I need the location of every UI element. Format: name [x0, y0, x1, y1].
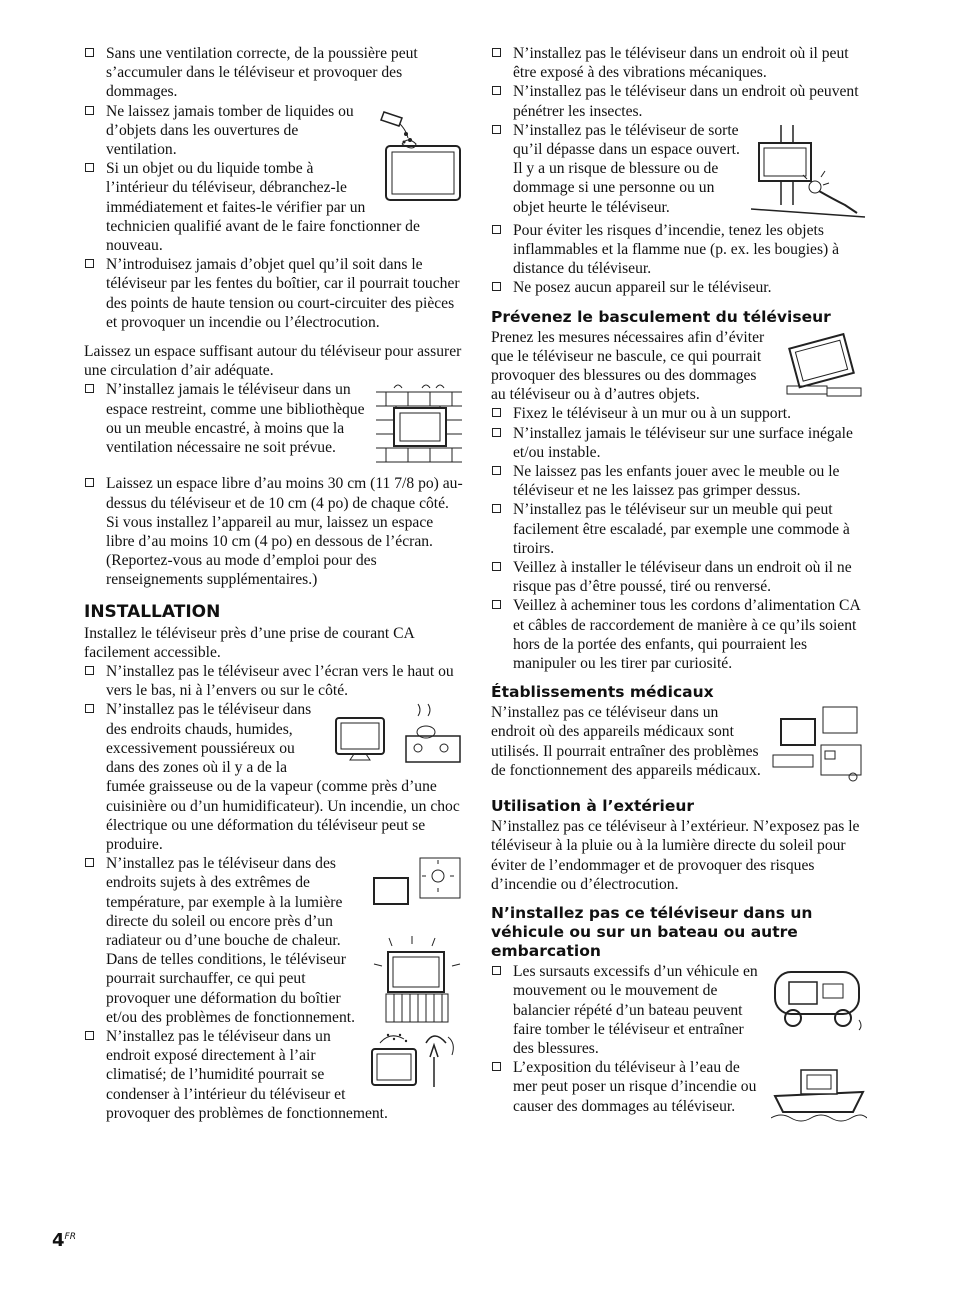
- list-item: Si un objet ou du liquide tombe à l’intérieur du téléviseur, débranchez-le immédiatement et faites-le vérifier par un technicien qualifié avant de le faire fonctionner de nouveau.: [84, 159, 464, 255]
- list-item: L’exposition du téléviseur à l’eau de mer peut poser un risque d’incendie ou causer des dommages au téléviseur.: [491, 1058, 867, 1116]
- paragraph: Laissez un espace suffisant autour du téléviseur pour assurer une circulation d’air adéquate.: [84, 343, 462, 380]
- list-item: N’installez pas le téléviseur dans un endroit où peuvent pénétrer les insectes.: [491, 82, 867, 120]
- checkbox-icon: [492, 48, 501, 57]
- checkbox-icon: [492, 282, 501, 291]
- list-item: N’installez jamais le téléviseur sur une surface inégale et/ou instable.: [491, 424, 867, 462]
- checkbox-icon: [492, 86, 501, 95]
- checkbox-icon: [492, 428, 501, 437]
- list-item: Ne laissez pas les enfants jouer avec le meuble ou le téléviseur et ne les laissez pas grimper dessus.: [491, 462, 867, 500]
- list-item: Fixez le téléviseur à un mur ou à un support.: [491, 404, 867, 423]
- checkbox-icon: [492, 562, 501, 571]
- list-item: Ne laissez jamais tomber de liquides ou d’objets dans les ouvertures de ventilation.: [84, 102, 464, 160]
- list-item: Les sursauts excessifs d’un véhicule en mouvement ou le mouvement de balancier répété d’un bateau peuvent faire tomber le téléviseur et entraîner des blessures.: [491, 962, 867, 1058]
- list-item: N’installez pas le téléviseur dans un endroit exposé directement à l’air climatisé; de l’humidité pourrait se condenser à l’intérieur du téléviseur et provoquer des problèmes de fonctionnement.: [84, 1027, 464, 1123]
- checkbox-icon: [85, 1031, 94, 1040]
- checkbox-icon: [85, 666, 94, 675]
- checkbox-icon: [85, 704, 94, 713]
- paragraph: N’installez pas ce téléviseur à l’extérieur. N’exposez pas le téléviseur à la pluie ou à la lumière directe du soleil pour éviter de l’endommager et de provoquer des risques d’incendie ou d’électrocution.: [491, 818, 860, 893]
- list-item: N’installez pas le téléviseur dans des endroits sujets à des extrêmes de température, par exemple à la lumière directe du soleil ou encore près d’un radiateur ou d’une bouche de chaleur. Dans de telles conditions, le téléviseur pourrait surchauffer, ce qui peut provoquer une déformation du boîtier et/ou des problèmes de fonctionnement.: [84, 854, 464, 1027]
- checkbox-icon: [492, 466, 501, 475]
- list-item: N’installez pas le téléviseur dans des endroits chauds, humides, excessivement poussiéreux ou dans des zones où il y a de la fumée graisseuse ou de la vapeur (comme près d’une cuisinière ou d’un humidificateur). Un incendie, un choc électrique ou une déformation du téléviseur peut se produire.: [84, 700, 464, 854]
- list-item: N’installez pas le téléviseur sur un meuble qui peut facilement être escaladé, par exemple une commode à tiroirs.: [491, 500, 867, 558]
- list-item: Veillez à acheminer tous les cordons d’alimentation CA et câbles de raccordement de manière à ce qu’ils soient hors de la portée des enfants, qui pourraient les manipuler ou les tirer par curiosité.: [491, 596, 867, 673]
- section-title-medical: Établissements médicaux: [491, 683, 714, 702]
- left-column: [84, 44, 464, 1123]
- list-item: Veillez à installer le téléviseur dans un endroit où il ne risque pas d’être poussé, tiré ou renversé.: [491, 558, 867, 596]
- checkbox-icon: [492, 225, 501, 234]
- checkbox-icon: [85, 106, 94, 115]
- checkbox-icon: [85, 858, 94, 867]
- right-column: [491, 44, 867, 1128]
- section-title-vehicle: N’installez pas ce téléviseur dans un véhicule ou sur un bateau ou autre embarcation: [491, 904, 813, 961]
- medical-room-illustration: [771, 705, 867, 785]
- checkbox-icon: [492, 966, 501, 975]
- section-title-outdoor: Utilisation à l’extérieur: [491, 797, 695, 816]
- checkbox-icon: [85, 163, 94, 172]
- checkbox-icon: [492, 1062, 501, 1071]
- checkbox-icon: [85, 259, 94, 268]
- list-item: N’installez pas le téléviseur avec l’écran vers le haut ou vers le bas, ni à l’envers ou sur le côté.: [84, 662, 464, 700]
- list-item: N’installez jamais le téléviseur dans un espace restreint, comme une bibliothèque ou un meuble encastré, à moins que la ventilation nécessaire ne soit prévue.: [84, 380, 464, 457]
- list-item: N’installez pas le téléviseur de sorte qu’il dépasse dans un espace ouvert. Il y a un risque de blessure ou de dommage si une personne ou un objet heurte le téléviseur.: [491, 121, 867, 217]
- checkbox-icon: [492, 408, 501, 417]
- checkbox-icon: [492, 504, 501, 513]
- paragraph: Prenez les mesures nécessaires afin d’éviter que le téléviseur ne bascule, ce qui pourrait provoquer des blessures ou des dommages au téléviseur ou à d’autres objets.: [491, 328, 765, 404]
- paragraph: N’installez pas ce téléviseur dans un endroit où des appareils médicaux sont utilisés. Il pourrait entraîner des problèmes de fonctionnement des appareils médicaux.: [491, 704, 761, 779]
- list-item: Laissez un espace libre d’au moins 30 cm (11 7/8 po) au-dessus du téléviseur et de 10 cm (4 po) de chaque côté. Si vous installez l’appareil au mur, laissez un espace libre d’au moins 10 cm (4 po) en dessous de l’écran. (Reportez-vous au mode d’emploi pour des renseignements supplémentaires.): [84, 474, 464, 589]
- tipping-tv-illustration: [783, 330, 867, 402]
- checkbox-icon: [85, 384, 94, 393]
- list-item: Pour éviter les risques d’incendie, tenez les objets inflammables et la flamme nue (p. ex. les bougies) à distance du téléviseur.: [491, 221, 867, 279]
- checkbox-icon: [85, 48, 94, 57]
- paragraph: Installez le téléviseur près d’une prise de courant CA facilement accessible.: [84, 624, 414, 661]
- list-item: Sans une ventilation correcte, de la poussière peut s’accumuler dans le téléviseur et provoquer des dommages.: [84, 44, 464, 102]
- list-item: N’installez pas le téléviseur dans un endroit où il peut être exposé à des vibrations mécaniques.: [491, 44, 867, 82]
- list-item: N’introduisez jamais d’objet quel qu’il soit dans le téléviseur par les fentes du boîtier, car il pourrait toucher des points de haute tension ou court-circuiter des pièces et provoquer un incendie ou l’électrocution.: [84, 255, 464, 332]
- list-item: Ne posez aucun appareil sur le téléviseur.: [491, 278, 867, 297]
- checkbox-icon: [492, 600, 501, 609]
- checkbox-icon: [85, 478, 94, 487]
- section-title-installation: INSTALLATION: [84, 601, 221, 622]
- section-title-tip-over: Prévenez le basculement du téléviseur: [491, 307, 831, 326]
- checkbox-icon: [492, 125, 501, 134]
- language-code: FR: [64, 1232, 76, 1242]
- page-number: $4^{FR}$: [52, 1230, 76, 1251]
